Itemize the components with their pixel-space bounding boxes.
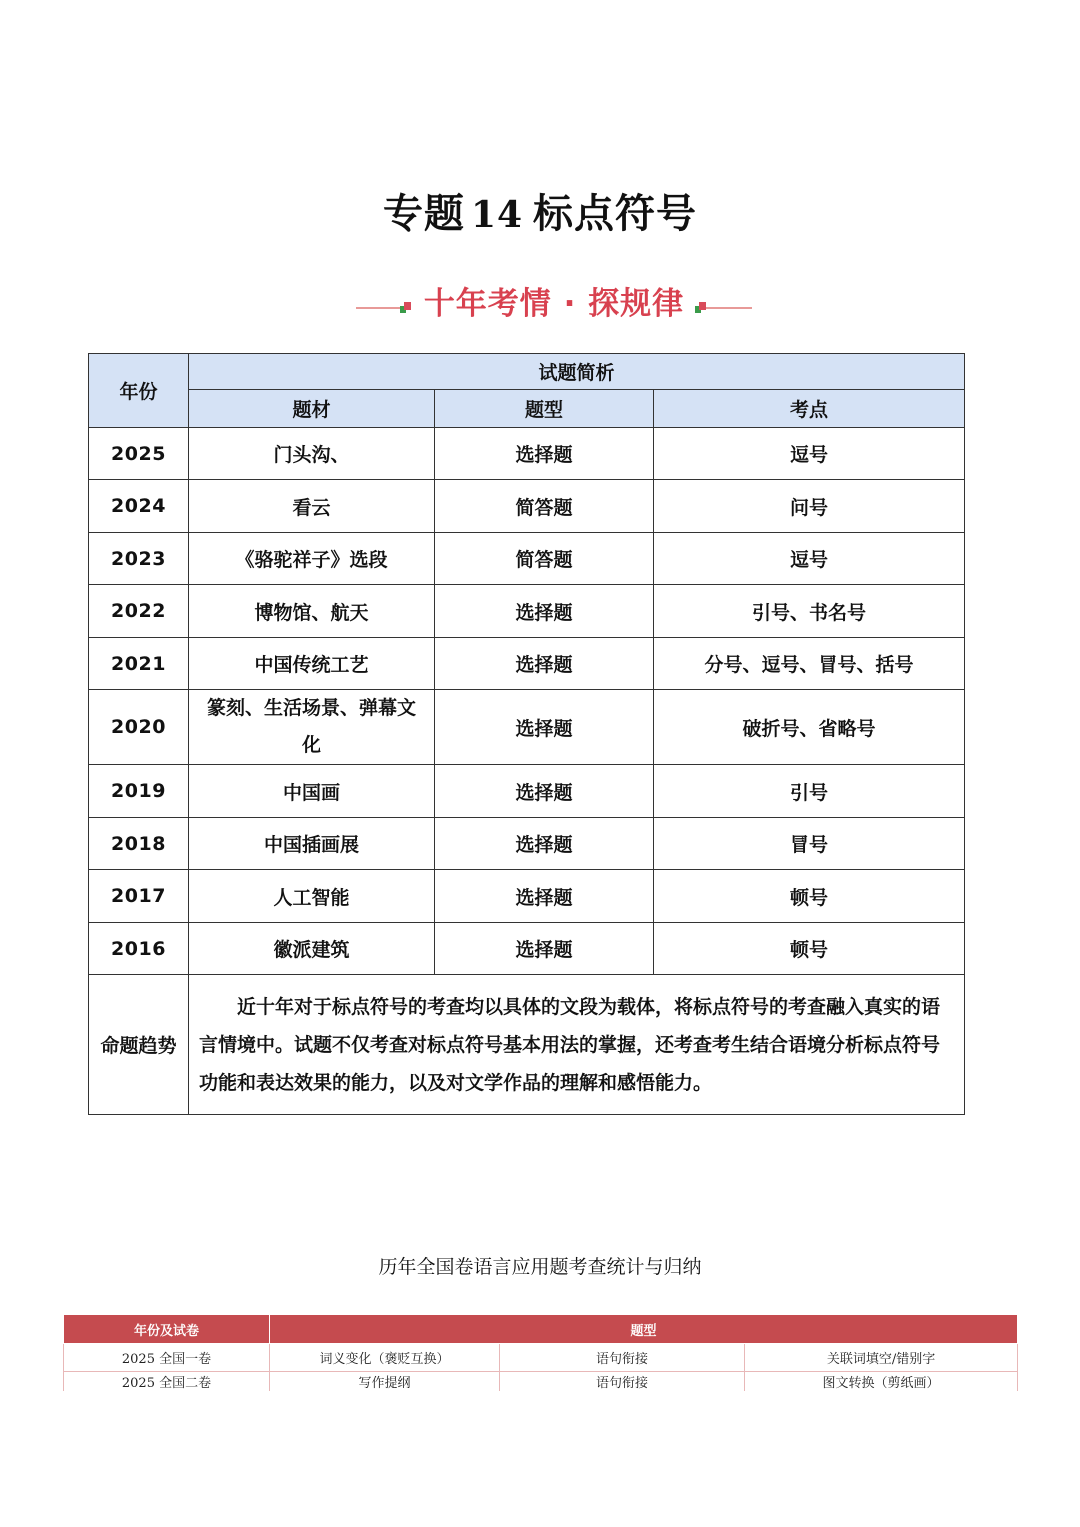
stats-cell-paper: 2025 全国一卷 <box>64 1344 270 1372</box>
stats-cell: 图文转换（剪纸画） <box>745 1372 1018 1392</box>
cell-point: 引号 <box>654 765 965 818</box>
cell-point: 冒号 <box>654 818 965 870</box>
trend-row <box>89 975 965 1115</box>
banner-text: 十年考情 · 探规律 <box>423 286 685 322</box>
stats-header-types: 题型 <box>270 1315 1018 1344</box>
banner-ornament-left <box>400 302 411 313</box>
cell-material: 徽派建筑 <box>189 923 435 975</box>
table-row <box>89 818 965 870</box>
page-title <box>0 182 1080 239</box>
stats-table-clip <box>60 1314 1020 1391</box>
table-row <box>89 765 965 818</box>
cell-year: 2017 <box>89 870 189 923</box>
cell-year: 2023 <box>89 533 189 585</box>
title-prefix: 专题 <box>382 191 465 237</box>
stats-cell: 语句衔接 <box>500 1344 745 1372</box>
stats-row <box>64 1344 1018 1372</box>
trend-cell <box>189 975 965 1115</box>
cell-material: 《骆驼祥子》选段 <box>189 533 435 585</box>
section-banner <box>0 276 1080 326</box>
stats-title: 历年全国卷语言应用题考查统计与归纳 <box>378 1256 702 1278</box>
cell-point: 问号 <box>654 480 965 533</box>
cell-type: 选择题 <box>435 585 654 638</box>
cell-material: 博物馆、航天 <box>189 585 435 638</box>
cell-point: 顿号 <box>654 923 965 975</box>
cell-type: 选择题 <box>435 765 654 818</box>
cell-year: 2025 <box>89 428 189 480</box>
cell-type: 选择题 <box>435 428 654 480</box>
cell-point: 逗号 <box>654 533 965 585</box>
cell-type: 选择题 <box>435 638 654 690</box>
cell-material: 篆刻、生活场景、弹幕文化 <box>189 690 435 765</box>
table-row <box>89 870 965 923</box>
cell-material: 看云 <box>189 480 435 533</box>
banner-line-left <box>356 307 400 309</box>
cell-year: 2022 <box>89 585 189 638</box>
cell-year: 2021 <box>89 638 189 690</box>
cell-year: 2016 <box>89 923 189 975</box>
trend-label: 命题趋势 <box>89 975 189 1115</box>
cell-material: 中国画 <box>189 765 435 818</box>
cell-type: 选择题 <box>435 923 654 975</box>
cell-point: 破折号、省略号 <box>654 690 965 765</box>
cell-point: 顿号 <box>654 870 965 923</box>
title-suffix: 标点符号 <box>533 191 698 237</box>
stats-cell: 关联词填空/错别字 <box>745 1344 1018 1372</box>
stats-cell: 语句衔接 <box>500 1372 745 1392</box>
cell-year: 2018 <box>89 818 189 870</box>
stats-cell: 词义变化（褒贬互换） <box>270 1344 500 1372</box>
cell-material: 门头沟、 <box>189 428 435 480</box>
stats-cell: 写作提纲 <box>270 1372 500 1392</box>
cell-type: 选择题 <box>435 870 654 923</box>
table-row <box>89 585 965 638</box>
cell-type: 简答题 <box>435 480 654 533</box>
cell-material: 中国插画展 <box>189 818 435 870</box>
cell-year: 2024 <box>89 480 189 533</box>
cell-year: 2019 <box>89 765 189 818</box>
header-material: 题材 <box>189 390 435 428</box>
table-row <box>89 480 965 533</box>
banner-line-right <box>706 307 752 309</box>
cell-point: 引号、书名号 <box>654 585 965 638</box>
cell-year: 2020 <box>89 690 189 765</box>
cell-type: 简答题 <box>435 533 654 585</box>
stats-table <box>63 1314 1018 1391</box>
header-analysis: 试题简析 <box>189 354 965 390</box>
stats-header-year-paper: 年份及试卷 <box>64 1315 270 1344</box>
table-row <box>89 923 965 975</box>
stats-cell-paper: 2025 全国二卷 <box>64 1372 270 1392</box>
cell-material: 人工智能 <box>189 870 435 923</box>
table-row <box>89 638 965 690</box>
title-number: 14 <box>470 194 524 236</box>
cell-material: 中国传统工艺 <box>189 638 435 690</box>
cell-point: 分号、逗号、冒号、括号 <box>654 638 965 690</box>
header-point: 考点 <box>654 390 965 428</box>
table-row <box>89 533 965 585</box>
header-year: 年份 <box>89 354 189 428</box>
cell-type: 选择题 <box>435 818 654 870</box>
table-row <box>89 428 965 480</box>
banner-ornament-right <box>695 302 706 313</box>
cell-point: 逗号 <box>654 428 965 480</box>
header-type: 题型 <box>435 390 654 428</box>
cell-type: 选择题 <box>435 690 654 765</box>
stats-row <box>64 1372 1018 1392</box>
trend-text: 近十年对于标点符号的考查均以具体的文段为载体，将标点符号的考查融入真实的语言情境中。试题不仅考查对标点符号基本用法的掌握，还考查考生结合语境分析标点符号功能和表达效果的能力，以及对文学作品的理解和感悟能力。 <box>199 995 941 1094</box>
exam-analysis-table <box>88 353 965 1115</box>
table-row <box>89 690 965 765</box>
